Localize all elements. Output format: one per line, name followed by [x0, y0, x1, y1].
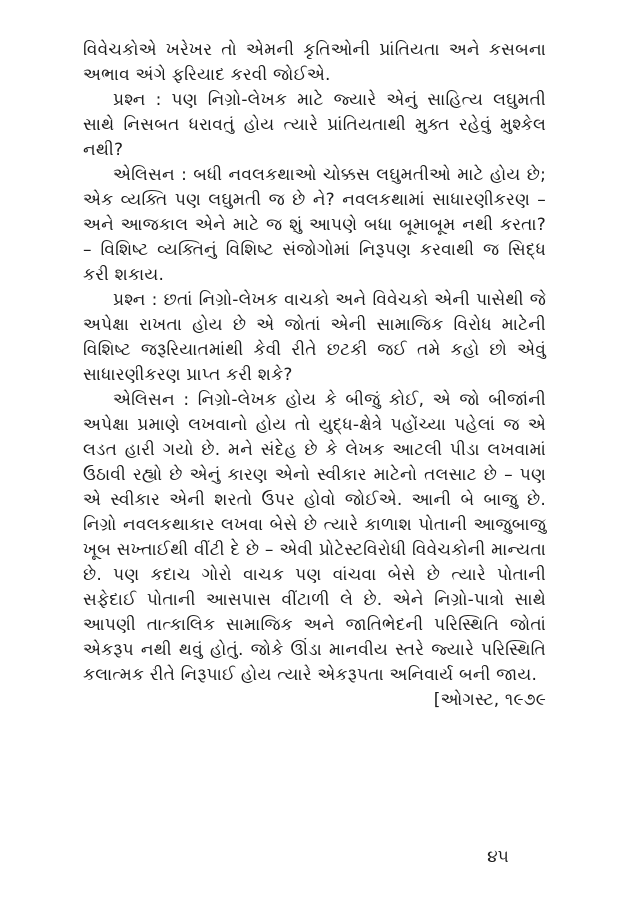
date-line: [ઓગસ્ટ, ૧૯૭૯	[433, 690, 546, 710]
text-block	[83, 38, 546, 713]
paragraph-question-1: પ્રશ્ન : પણ નિગ્રો-લેખક માટે જ્યારે એનું સાહિત્ય લઘુમતી સાથે નિસબત ધરાવતું હોય ત્યારે પ્રાંતિયતાથી મુક્ત રહેવું મુશ્કેલ નથી?	[83, 90, 546, 160]
paragraph-answer-1: એલિસન : બધી નવલકથાઓ ચોક્કસ લઘુમતીઓ માટે હોય છે; એક વ્યક્તિ પણ લઘુમતી જ છે ને? નવલકથામાં સાધારણીકરણ – અને આજકાલ એને માટે જ શું આપણે બધા બૂમાબૂમ નથી કરતા? – વિશિષ્ટ વ્યક્તિનું વિશિષ્ટ સંજોગોમાં નિરૂપણ કરવાથી જ સિદ્ધ કરી શકાય.	[83, 165, 546, 285]
paragraph-answer-2: એલિસન : નિગ્રો-લેખક હોય કે બીજું કોઈ, એ જો બીજાંની અપેક્ષા પ્રમાણે લખવાનો હોય તો યુદ્ધ-ક્ષેત્રે પહોંચ્યા પહેલાં જ એ લડત હારી ગયો છે. મને સંદેહ છે કે લેખક આટલી પીડા લખવામાં ઉઠાવી રહ્યો છે એનું કારણ એનો સ્વીકાર માટેનો તલસાટ છે – પણ એ સ્વીકાર એની શરતો ઉપર હોવો જોઈએ. આની બે બાજુ છે. નિગ્રો નવલકથાકાર લખવા બેસે છે ત્યારે કાળાશ પોતાની આજુબાજુ ખૂબ સખ્તાઈથી વીંટી દે છે – એવી પ્રોટેસ્ટવિરોધી વિવેચકોની માન્યતા છે. પણ કદાચ ગોરો વાચક પણ વાંચવા બેસે છે ત્યારે પોતાની સફેદાઈ પોતાની આસપાસ વીંટાળી લે છે. એને નિગ્રો-પાત્રો સાથે આપણી તાત્કાલિક સામાજિક અને જાતિભેદની પરિસ્થિતિ જોતાં એકરૂપ નથી થવું હોતું. જોકે ઊંડા માનવીય સ્તરે જ્યારે પરિસ્થિતિ કલાત્મક રીતે નિરૂપાઈ હોય ત્યારે એકરૂપતા અનિવાર્ય બની જાય.	[83, 390, 546, 685]
page-number: ૪૫	[487, 847, 509, 867]
paragraph-continuation: વિવેચકોએ ખરેખર તો એમની કૃતિઓની પ્રાંતિયતા અને કસબના અભાવ અંગે ફરિયાદ કરવી જોઈએ.	[83, 40, 546, 85]
paragraph-question-2: પ્રશ્ન : છતાં નિગ્રો-લેખક વાચકો અને વિવેચકો એની પાસેથી જે અપેક્ષા રાખતા હોય છે એ જોતાં એની સામાજિક વિરોધ માટેની વિશિષ્ટ જરૂરિયાતમાંથી કેવી રીતે છટકી જઈ તમે કહો છો એવું સાધારણીકરણ પ્રાપ્ત કરી શકે?	[83, 290, 546, 385]
